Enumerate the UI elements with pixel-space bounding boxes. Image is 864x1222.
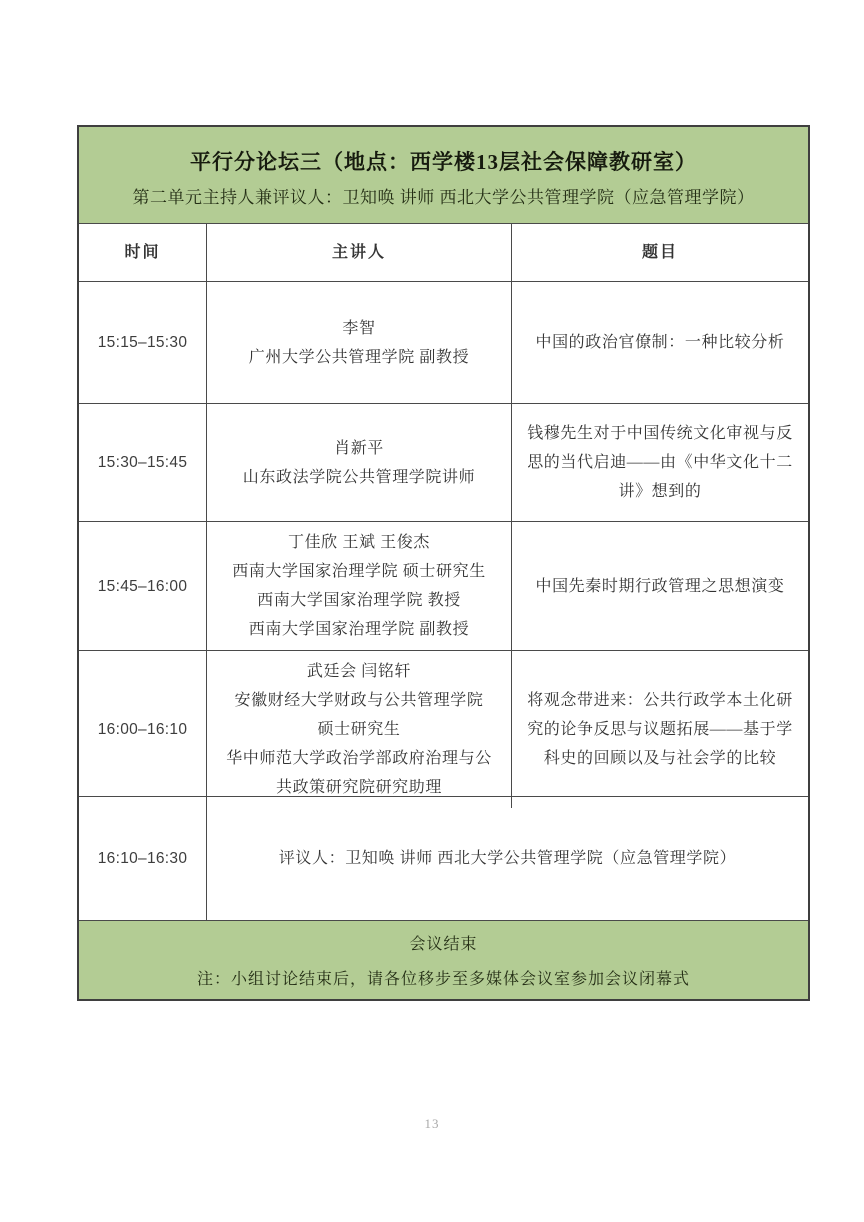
speaker-cell xyxy=(207,522,512,650)
forum-banner xyxy=(79,127,808,224)
closing-note: 注：小组讨论结束后，请各位移步至多媒体会议室参加会议闭幕式 xyxy=(196,971,690,988)
speaker-affiliation: 安徽财经大学财政与公共管理学院 xyxy=(234,692,484,709)
closing-title: 会议结束 xyxy=(409,936,478,953)
speaker-names: 丁佳欣 王斌 王俊杰 xyxy=(287,534,430,551)
speaker-name: 李智 xyxy=(342,319,376,337)
column-header-topic: 题目 xyxy=(641,243,678,261)
time-cell: 16:00–16:10 xyxy=(79,651,207,808)
schedule-row xyxy=(79,522,808,651)
speaker-names: 武廷会 闫铭轩 xyxy=(306,663,412,680)
forum-title: 平行分论坛三（地点：西学楼13层社会保障教研室） xyxy=(190,150,697,174)
topic-cell: 将观念带进来：公共行政学本土化研究的论争反思与议题拓展——基于学科史的回顾以及与社会学的比较 xyxy=(527,692,793,767)
discussant-row xyxy=(79,797,808,921)
speaker-affiliation: 山东政法学院公共管理学院讲师 xyxy=(242,468,476,486)
table-header-row xyxy=(79,224,808,282)
speaker-cell xyxy=(207,651,512,808)
schedule-row xyxy=(79,404,808,522)
speaker-cell xyxy=(207,404,512,521)
closing-banner xyxy=(79,921,808,999)
speaker-name: 肖新平 xyxy=(334,439,384,457)
page-number: 13 xyxy=(424,1116,440,1131)
topic-cell: 中国的政治官僚制：一种比较分析 xyxy=(535,334,785,351)
discussant-cell: 评议人：卫知唤 讲师 西北大学公共管理学院（应急管理学院） xyxy=(278,850,737,867)
schedule-row xyxy=(79,282,808,404)
speaker-cell xyxy=(207,282,512,403)
time-cell: 15:45–16:00 xyxy=(79,522,207,650)
speaker-affiliation: 西南大学国家治理学院 教授 xyxy=(257,592,461,609)
topic-cell: 钱穆先生对于中国传统文化审视与反思的当代启迪——由《中华文化十二讲》想到的 xyxy=(527,425,793,500)
schedule-row xyxy=(79,651,808,797)
column-header-time: 时间 xyxy=(79,224,207,281)
time-cell: 15:15–15:30 xyxy=(79,282,207,403)
column-header-speaker: 主讲人 xyxy=(207,224,512,281)
topic-cell: 中国先秦时期行政管理之思想演变 xyxy=(535,577,785,595)
speaker-affiliation: 广州大学公共管理学院 副教授 xyxy=(248,348,470,366)
speaker-affiliation: 硕士研究生 xyxy=(317,721,401,738)
speaker-affiliation: 华中师范大学政治学部政府治理与公 xyxy=(226,750,492,767)
speaker-affiliation: 西南大学国家治理学院 硕士研究生 xyxy=(232,563,486,580)
forum-moderator-line: 第二单元主持人兼评议人：卫知唤 讲师 西北大学公共管理学院（应急管理学院） xyxy=(132,188,755,207)
time-cell: 15:30–15:45 xyxy=(79,404,207,521)
speaker-affiliation: 西南大学国家治理学院 副教授 xyxy=(248,621,470,638)
time-cell: 16:10–16:30 xyxy=(79,797,207,920)
speaker-affiliation: 共政策研究院研究助理 xyxy=(275,779,442,796)
forum-schedule-table xyxy=(77,125,810,1001)
